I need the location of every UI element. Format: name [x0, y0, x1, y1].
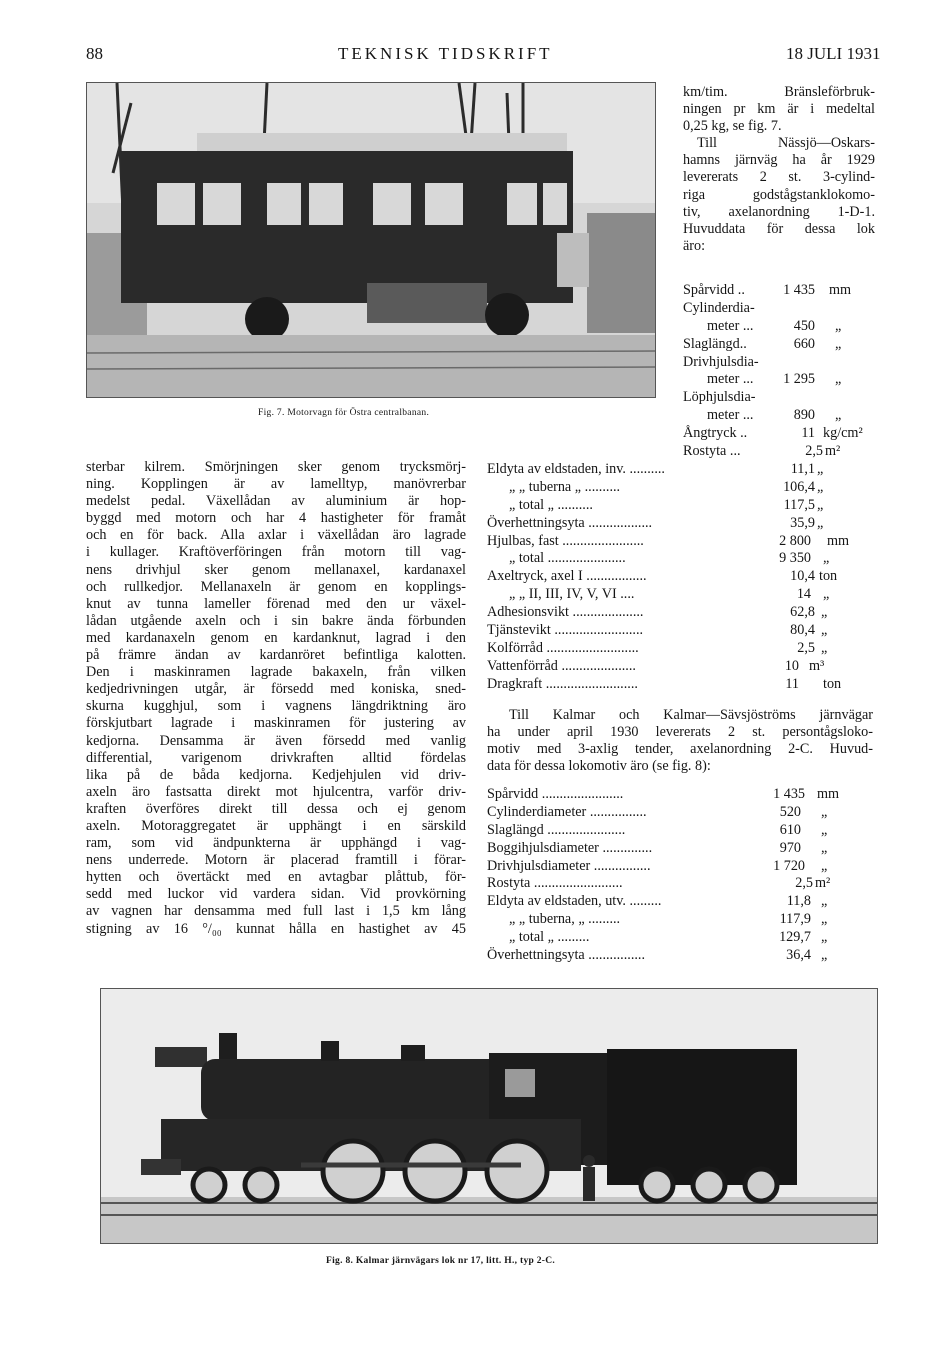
text-line: medelst pedal. Växellådan av aluminium är hop-: [86, 493, 466, 510]
row-value: 2 800: [779, 532, 811, 549]
text-line: differential, varigenom drivkraften alltid fördelas: [86, 749, 466, 766]
row-value: 1 435: [773, 786, 805, 802]
table-row: [683, 389, 883, 407]
row-unit: „: [817, 496, 824, 513]
row-value: 610: [779, 821, 801, 838]
row-value: 2,5: [795, 875, 813, 892]
table-row: [487, 858, 867, 876]
row-value: 10,4: [790, 568, 815, 585]
text-line: ram, som vid ändpunkterna är upphängd i vag-: [86, 835, 466, 852]
table-row: [487, 875, 867, 893]
table-row: [683, 318, 883, 336]
row-unit: mm: [817, 786, 840, 802]
row-value: 890: [793, 407, 815, 424]
text-line: av vagnen har densamma med full last i 1,5 km lång: [86, 903, 466, 920]
row-value: 1 435: [783, 282, 815, 298]
row-label: Boggihjulsdiameter ..............: [487, 839, 653, 856]
row-unit: „: [835, 371, 842, 388]
row-unit: „: [821, 929, 828, 946]
row-unit: m²: [815, 875, 831, 892]
text-line: lådan utgående axeln och i sin bakre ända förbunden: [86, 612, 466, 629]
row-unit: „: [821, 639, 828, 656]
table-row: [487, 515, 887, 533]
row-label: „ „ tuberna, „ .........: [509, 911, 621, 928]
row-label: meter ...: [707, 317, 754, 334]
table-row: [487, 604, 887, 622]
text-line: skurna kugghjul, som i vagnens längdriktning äro: [86, 698, 466, 715]
table-row: [683, 371, 883, 389]
row-label: Cylinderdia-: [683, 299, 755, 316]
left-column-paragraph: [86, 459, 466, 938]
row-unit: „: [821, 821, 828, 838]
text-line: ning. Kopplingen är av lamelltyp, manövrerbar: [86, 476, 466, 493]
fig8-caption: Fig. 8. Kalmar järnvägars lok nr 17, litt. H., typ 2-C.: [326, 1256, 556, 1266]
table-row: [683, 407, 883, 425]
row-unit: „: [823, 550, 830, 567]
text-line: tiv, axelanordning 1-D-1.: [683, 203, 875, 220]
text-line: sedd med luckor vid vardera sidan. Vid provkörning: [86, 886, 466, 903]
row-value: 36,4: [786, 947, 811, 964]
text-line: ningen pr km är i medeltal: [683, 101, 875, 118]
text-line: Till Nässjö—Oskars-: [697, 135, 875, 152]
row-value: 11,1: [790, 461, 815, 477]
text-line: axeln. Motoraggregatet är upphängt i en särskild: [86, 817, 466, 834]
text-line: hamns järnväg ha år 1929: [683, 152, 875, 169]
row-value: 10: [784, 657, 799, 674]
table-row: [487, 911, 867, 929]
row-label: „ total „ .........: [509, 929, 590, 946]
row-value: 106,4: [783, 478, 815, 495]
row-label: Adhesionsvikt ....................: [487, 604, 644, 621]
right-column-paragraph: [683, 84, 875, 255]
row-label: meter ...: [707, 407, 754, 424]
table-row: [683, 443, 883, 461]
row-label: Drivhjulsdiameter ................: [487, 857, 651, 874]
row-value: 2,5: [805, 443, 823, 460]
text-line: på främre ändan av kardanröret befintliga kalotten.: [86, 647, 466, 664]
row-label: Löphjulsdia-: [683, 389, 756, 406]
text-line: hytten och övertäckt med en avtagbar plåttub, för-: [86, 869, 466, 886]
row-unit: „: [821, 839, 828, 856]
row-unit: „: [817, 478, 824, 495]
row-value: 35,9: [790, 514, 815, 531]
row-label: Slaglängd..: [683, 335, 747, 352]
journal-title: TEKNISK TIDSKRIFT: [338, 44, 553, 63]
row-label: „ total ......................: [509, 550, 626, 567]
table-row: [487, 840, 867, 858]
row-unit: „: [835, 317, 842, 334]
row-label: Drivhjulsdia-: [683, 353, 759, 370]
table-row: [487, 622, 887, 640]
text-line: kedjedrivningen utgår, är försedd med koniska, sned-: [86, 681, 466, 698]
row-label: Tjänstevikt .........................: [487, 622, 644, 639]
row-label: Eldyta av eldstaden, inv. ..........: [487, 461, 665, 477]
text-line: stigning av 16 °/₀₀ kunnat hålla en hastighet av 45: [86, 920, 466, 937]
row-label: Kolförråd ..........................: [487, 639, 639, 656]
row-unit: „: [821, 857, 828, 874]
table-row: [487, 550, 887, 568]
row-value: 117,5: [783, 496, 815, 513]
row-value: 129,7: [779, 929, 811, 946]
table-row: [487, 929, 867, 947]
row-label: Eldyta av eldstaden, utv. .........: [487, 893, 662, 910]
row-unit: „: [821, 803, 828, 820]
row-unit: m²: [825, 443, 841, 460]
table-row: [683, 336, 883, 354]
table-row: [487, 822, 867, 840]
row-label: Dragkraft ..........................: [487, 675, 638, 692]
table-row: [487, 461, 887, 479]
row-label: Rostyta .........................: [487, 875, 623, 892]
row-unit: „: [821, 622, 828, 639]
row-label: Överhettningsyta ..................: [487, 514, 653, 531]
row-unit: „: [817, 461, 824, 477]
text-line: äro:: [683, 237, 706, 254]
row-label: Spårvidd .......................: [487, 786, 624, 802]
row-unit: ton: [823, 675, 842, 692]
text-line: km/tim. Bränsleförbruk-: [683, 84, 875, 100]
text-line: förskjutbart lagrade i maskinramen för justering av: [86, 715, 466, 732]
text-line: levererats 2 st. 3-cylind-: [683, 169, 875, 186]
row-unit: „: [821, 604, 828, 621]
text-line: motiv med 3-axlig tender, axelanordning 2-C. Huvud-: [487, 741, 873, 758]
row-label: Överhettningsyta ................: [487, 947, 646, 964]
row-unit: m³: [809, 657, 825, 674]
table-row: [487, 786, 867, 804]
text-line: ha under april 1930 levererats 2 st. persontågsloko-: [487, 724, 873, 741]
fig7-caption: Fig. 7. Motorvagn för Östra centralbanan.: [258, 408, 430, 418]
page-number: 88: [86, 44, 103, 63]
text-line: Huvuddata för dessa lok: [683, 220, 875, 237]
table-row: [487, 640, 887, 658]
table-row: [487, 497, 887, 515]
text-line: knut av tunna lameller förenad med den ur växel-: [86, 595, 466, 612]
text-line: axeln äro fastsatta direkt mot hjulcentra, varför driv-: [86, 783, 466, 800]
table-row: [487, 533, 887, 551]
table-row: [487, 479, 887, 497]
fig7-railcar-photo: [86, 82, 656, 398]
row-label: „ „ tuberna „ ..........: [509, 478, 621, 495]
table-row: [683, 354, 883, 372]
table-row: [683, 425, 883, 443]
row-label: Axeltryck, axel I .................: [487, 568, 647, 585]
row-unit: mm: [829, 282, 852, 298]
kalmar-paragraph: [487, 707, 873, 775]
row-value: 2,5: [797, 639, 815, 656]
text-line: lika på de båda kedjorna. Kedjehjulen vid driv-: [86, 766, 466, 783]
row-label: Ångtryck ..: [683, 425, 748, 442]
row-value: 117,9: [779, 911, 811, 928]
table-row: [487, 676, 887, 694]
text-line: och en för back. Alla axlar i växellådan äro lagrade: [86, 527, 466, 544]
table-row: [487, 586, 887, 604]
table-row: [487, 568, 887, 586]
row-unit: „: [821, 911, 828, 928]
text-line: data för dessa lokomotiv äro (se fig. 8):: [487, 758, 711, 775]
fig8-locomotive-photo: [100, 988, 878, 1244]
table-row: [683, 300, 883, 318]
row-value: 62,8: [790, 604, 815, 621]
kalmar-locomotive-data-table: [487, 786, 867, 965]
row-value: 11,8: [786, 893, 811, 910]
tank-locomotive-data-table: [683, 282, 883, 461]
text-line: nens drivhjul sker genom mellanaxel, kardanaxel: [86, 561, 466, 578]
row-value: 1 295: [783, 371, 815, 388]
text-line: 0,25 kg, se fig. 7.: [683, 118, 782, 135]
text-line: och rullkedjor. Mellanaxeln är genom en kopplings-: [86, 578, 466, 595]
tank-locomotive-data-table-continued: [487, 461, 887, 694]
row-label: Slaglängd ......................: [487, 821, 626, 838]
row-label: „ „ II, III, IV, V, VI ....: [509, 586, 635, 603]
row-value: 11: [801, 425, 815, 442]
row-label: Spårvidd ..: [683, 282, 745, 298]
row-unit: kg/cm²: [823, 425, 863, 442]
text-line: byggd med motorn och har 4 hastigheter för framåt: [86, 510, 466, 527]
row-unit: „: [817, 514, 824, 531]
row-unit: „: [821, 947, 828, 964]
row-value: 520: [779, 803, 801, 820]
text-line: kraften överföres direkt till dessa och ej genom: [86, 800, 466, 817]
text-line: kedjorna. Densamma är även försedd med vanlig: [86, 732, 466, 749]
text-line: nens underrede. Motorn är placerad framtill i förar-: [86, 852, 466, 869]
row-unit: „: [823, 586, 830, 603]
table-row: [487, 893, 867, 911]
row-value: 970: [779, 839, 801, 856]
row-value: 660: [793, 335, 815, 352]
row-unit: „: [835, 407, 842, 424]
row-label: Vattenförråd .....................: [487, 657, 636, 674]
row-value: 450: [793, 317, 815, 334]
row-unit: „: [821, 893, 828, 910]
row-value: 11: [785, 675, 799, 692]
table-row: [487, 658, 887, 676]
row-unit: „: [835, 335, 842, 352]
row-unit: ton: [819, 568, 838, 585]
row-unit: mm: [827, 532, 850, 549]
text-line: sterbar kilrem. Smörjningen sker genom trycksmörj-: [86, 459, 466, 475]
row-label: Hjulbas, fast .......................: [487, 532, 644, 549]
row-label: „ total „ ..........: [509, 496, 593, 513]
row-value: 9 350: [779, 550, 811, 567]
row-label: Rostyta ...: [683, 443, 741, 460]
row-label: meter ...: [707, 371, 754, 388]
text-line: Till Kalmar och Kalmar—Sävsjöströms järnvägar: [509, 707, 873, 723]
text-line: med kardanaxeln genom en kardanknut, lagrad i den: [86, 629, 466, 646]
row-value: 14: [796, 586, 811, 603]
table-row: [487, 804, 867, 822]
text-line: riga godstågstanklokomo-: [683, 186, 875, 203]
text-line: i kullager. Kraftöverföringen från motorn till vag-: [86, 544, 466, 561]
issue-date: 18 JULI 1931: [786, 44, 881, 63]
text-line: Den i maskinramen lagrade bakaxeln, från vilken: [86, 664, 466, 681]
table-row: [683, 282, 883, 300]
row-label: Cylinderdiameter ................: [487, 803, 647, 820]
row-value: 1 720: [773, 857, 805, 874]
table-row: [487, 947, 867, 965]
row-value: 80,4: [790, 622, 815, 639]
